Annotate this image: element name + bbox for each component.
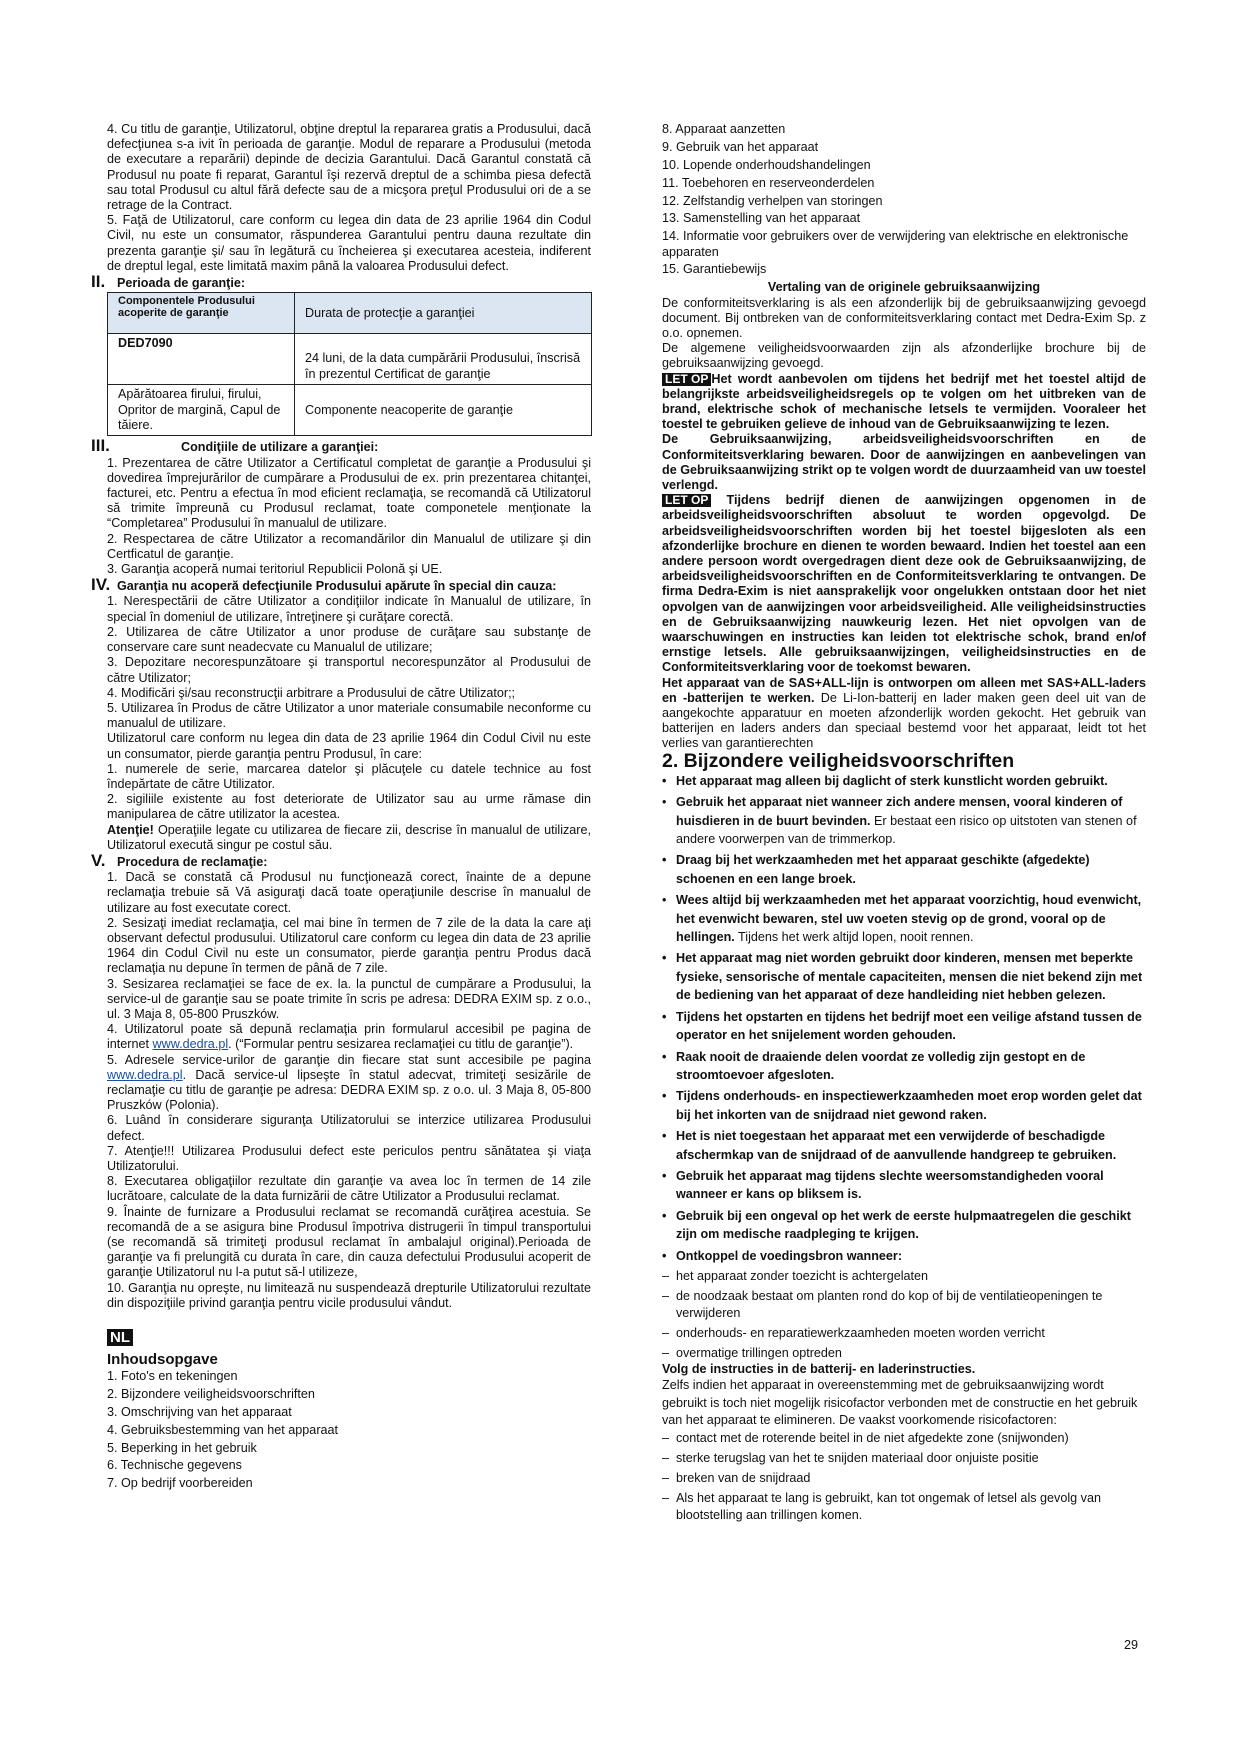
list-item: – breken van de snijdraad bbox=[662, 1470, 1146, 1487]
para-5-text-b: . Dacă service-ul lipseşte în statul adecvat, trimiteţi sesizările de reclamaţie cu titlu de garanţie pe adresa: DEDRA EXIM sp. z o.o. ul. 3 Maja 8, 05-800 Pruszków (Polonia). bbox=[107, 1067, 591, 1113]
section-iv-number: IV. bbox=[91, 575, 111, 595]
list-item: 10. Lopende onderhoudshandelingen bbox=[662, 157, 871, 172]
list-item: 14. Informatie voor gebruikers over de verwijdering van elektrische en elektronische apparaten bbox=[662, 229, 1129, 259]
right-column bbox=[662, 122, 1146, 1527]
list-item: • Het apparaat mag alleen bij daglicht of sterk kunstlicht worden gebruikt. bbox=[662, 772, 1146, 790]
section-v-para-8: 8. Executarea obligaţiilor rezultate din garanţie va avea loc în termen de 14 zile lucrătoare, calculate de la data furnizării de către Utilizator a Produsului reclamat. bbox=[107, 1174, 591, 1204]
section-v-para-1: 1. Dacă se constată că Produsul nu funcţionează corect, înainte de a depune reclamaţia trebuie să Vă asiguraţi dacă toate operaţiunile descrise în manualul de utilizare au fost executate corect. bbox=[107, 870, 591, 915]
risk-intro: Zelfs indien het apparaat in overeenstemming met de gebruiksaanwijzing wordt gebruikt is toch niet mogelijk risicofactor verbonden met de constructie en het gebruik van het apparaat te elimineren. De vaakst voorkomende risicofactoren: bbox=[662, 1378, 1138, 1428]
dedra-link[interactable]: www.dedra.pl bbox=[107, 1067, 183, 1082]
toc-list-left bbox=[107, 1369, 591, 1491]
bullet-bold-text: Wees altijd bij werkzaamheden met het apparaat voorzichtig, houd evenwicht, het evenwicht bewaren, stel uw voeten stevig op de grond, vooral op de hellingen. bbox=[676, 893, 1142, 945]
list-item: • Draag bij het werkzaamheden met het apparaat geschikte (afgedekte) schoenen en een lange broek. bbox=[662, 851, 1146, 888]
list-item: 13. Samenstelling van het apparaat bbox=[662, 211, 861, 226]
toc-title: Inhoudsopgave bbox=[107, 1351, 218, 1369]
list-item: 15. Garantiebewijs bbox=[662, 262, 767, 277]
list-item: – overmatige trillingen optreden bbox=[662, 1345, 1146, 1362]
section-ii-heading bbox=[91, 272, 591, 292]
section-iv-para-7: 1. numerele de serie, marcarea datelor şi plăcuţele cu datele technice au fost îndepărtate de către Utilizator. bbox=[107, 761, 591, 791]
table-cell-parts: Apărătoarea firului, firului, Opritor de margină, Capul de tăiere. bbox=[108, 385, 295, 436]
section-v-para-2: 2. Sesizaţi imediat reclamaţia, cel mai bine în termen de 7 zile de la data la care aţi observant defectul produsului. Utilizatorul care conform cu legea din data de 23 aprilie 1964 din Codul Civil nu este un consumator, pierde garanţia pentru Produs dacă reclamaţia nu depune în termen de până de 7 zile. bbox=[107, 915, 591, 976]
section-ii-title: Perioada de garanţie: bbox=[117, 276, 246, 291]
sas-text: De Li-Ion-batterij en lader maken geen deel uit van de aangekochte apparatuur en moeten afzonderlijk worden gekocht. Het gebruik van batterijen en laders anders dan speciaal bestemd voor het apparaat, leidt tot het verlies van garantierechten bbox=[662, 690, 1147, 751]
warranty-para-4: 4. Cu titlu de garanţie, Utilizatorul, obţine dreptul la repararea gratis a Produsului, dacă defecţiunea s-a ivit în perioada de garanţie. Modul de reparare a Produsului (metoda de executare a reparării) depinde de decizia Garantului. Dacă Garantul constată că Produsul nu poate fi reparat, Garantul îşi rezervă dreptul de a schimba piesa defectă sau total Produsul cu altul fără defecte sau de a micşora preţul Produsului ori de a se retrage de la Contract. bbox=[107, 122, 591, 213]
list-item: 12. Zelfstandig verhelpen van storingen bbox=[662, 193, 883, 208]
section-iii-title: Condiţiile de utilizare a garanţiei: bbox=[181, 440, 379, 455]
list-item: 5. Beperking in het gebruik bbox=[107, 1440, 257, 1455]
section-iv-para-5: 5. Utilizarea în Produs de către Utilizator a unor materiale consumabile neconforme cu manualul de utilizare. bbox=[107, 700, 591, 731]
section-iv-para-6: Utilizatorul care conform nu legea din data de 23 aprilie 1964 din Codul Civil nu este un consumator, pierde garanţia pentru Produsul, în care: bbox=[107, 731, 591, 761]
list-item: 6. Technische gegevens bbox=[107, 1458, 242, 1473]
list-item: 3. Omschrijving van het apparaat bbox=[107, 1405, 292, 1420]
sas-para bbox=[662, 676, 1146, 752]
let-op-badge: LET OP bbox=[662, 373, 711, 386]
page-number: 29 bbox=[1124, 1638, 1139, 1652]
list-item bbox=[662, 891, 1146, 946]
bullet-bold-text: Gebruik het apparaat niet wanneer zich andere mensen, vooral kinderen of huisdieren in de buurt bevinden. bbox=[676, 795, 1123, 828]
warning-text-2: Tijdens bedrijf dienen de aanwijzingen opgenomen in de arbeidsveiligheidsvoorschriften absoluut te worden opgevolgd. De arbeidsveiligheidsvoorschriften worden bij het toestel bijgesloten als een afzonderlijke brochure en dienen te worden bewaard. Indien het toestel aan een andere persoon wordt overgedragen dient deze ook de Gebruiksaanwijzing, de arbeidsveiligheidsvoorschriften en de Conformiteitsverklaring te ontvangen. De firma Dedra-Exim is niet aansprakelijk voor ongelukken ontstaan door het niet opvolgen van de aanwijzingen voor arbeidsveiligheid. Alle veiligheidsinstructies en de Gebruiksaanwijzing nauwkeurig lezen. Het niet opvolgen van de waarschuwingen en instructies kan leiden tot elektrische schok, brand en/of ernstige letsels. Alle gebruiksaanwijzingen, veiligheidsinstructies en de Conformiteitsverklaring voor de toekomst bewaren. bbox=[662, 493, 1146, 675]
section-v-para-9: 9. Înainte de furnizare a Produsului reclamat se recomandă curăţirea acestuia. Se recomandă de a se asigura bine Produsul împotriva distrugerii în timpul transportului (se recomandă să trimiteţi produsul reclamat în ambalajul original).Perioada de garanţie va fi prelungită cu durata în care, din cauza defectului Produsului acoperit de garanţie Utilizatorul nu l-a putut să-l utilizeze, bbox=[107, 1204, 591, 1280]
toc-list-right bbox=[662, 122, 1146, 278]
list-item: – het apparaat zonder toezicht is achtergelaten bbox=[662, 1268, 1146, 1285]
section-iv-para-8: 2. sigiliile existente au fost deteriorate de Utilizator sau au urme rămase din manipularea de către utilizator la acestea. bbox=[107, 792, 591, 822]
list-item: 8. Apparaat aanzetten bbox=[662, 122, 786, 136]
list-item: • Ontkoppel de voedingsbron wanneer: bbox=[662, 1247, 1146, 1265]
warning-text-1: Het wordt aanbevolen om tijdens het bedrijf met het toestel altijd de belangrijkste arbeidsveiligheidsregels op te volgen om het uitbreken van de brand, elektrische schok of mechanische letsels te vermijden. Vooraleer het toestel te gebruiken gelieve de inhoud van de Gebruiksaanwijzing te lezen. bbox=[662, 371, 1146, 432]
translation-title: Vertaling van de originele gebruiksaanwijzing bbox=[767, 280, 1041, 295]
table-row bbox=[108, 385, 592, 436]
section-iv-attention bbox=[107, 823, 591, 853]
left-column bbox=[91, 122, 591, 1494]
section-iii-number: III. bbox=[91, 436, 110, 456]
table-row bbox=[108, 334, 592, 385]
section-iii-para-1: 1. Prezentarea de către Utilizator a Certificatul completat de garanţie a Produsului şi dovedirea împrejurărilor de cumpărare a Produsului de ex. prin prezentarea chitanţei, facturei, etc. Pentru a efectua în mod eficient reclamaţia, se recomandă că Utilizatorul să trimite împreună cu Produsul reclamat, toate componetele menţionate la “Completarea” Produsului în manualul de utilizare. bbox=[107, 455, 591, 531]
section-iv-heading bbox=[91, 575, 591, 595]
list-item: 7. Op bedrijf voorbereiden bbox=[107, 1476, 253, 1491]
list-item: 1. Foto's en tekeningen bbox=[107, 1369, 238, 1384]
section-iv-para-2: 2. Utilizarea de către Utilizator a unor produse de curăţare sau substanţe de conservare care sunt neadecvate cu Manualul de utilizare; bbox=[107, 624, 591, 655]
list-item: • Het apparaat mag niet worden gebruikt door kinderen, mensen met beperkte fysieke, sensorische of mentale capaciteiten, mensen die niet bekend zijn met de bediening van het apparaat of deze handleiding niet hebben gelezen. bbox=[662, 949, 1146, 1004]
list-item: 2. Bijzondere veiligheidsvoorschriften bbox=[107, 1387, 315, 1402]
attention-label: Atenţie! bbox=[107, 822, 154, 837]
section-iv-para-3: 3. Depozitare necorespunzătoare şi transportul necorespunzător al Produsului de către Utilizator; bbox=[107, 655, 591, 685]
para-5-text-a: 5. Adresele service-urilor de garanţie din fiecare stat sunt accesibile pe pagina bbox=[107, 1052, 591, 1067]
list-item: – de noodzaak bestaat om planten rond do kop of bij de ventilatieopeningen te verwijderen bbox=[662, 1288, 1146, 1322]
section-v-number: V. bbox=[91, 850, 106, 870]
section-v-heading bbox=[91, 850, 591, 870]
list-item: – Als het apparaat te lang is gebruikt, kan tot ongemak of letsel als gevolg van blootstelling aan trillingen komen. bbox=[662, 1490, 1146, 1524]
list-item: • Gebruik het apparaat mag tijdens slechte weersomstandigheden vooral wanneer er kans op bliksem is. bbox=[662, 1167, 1146, 1204]
list-item: 9. Gebruik van het apparaat bbox=[662, 139, 819, 154]
warning-para-2 bbox=[662, 493, 1146, 675]
attention-text: Operaţiile legate cu utilizarea de fiecare zii, descrise în manualul de utilizare, Utilizatorul execută singur pe costul său. bbox=[107, 822, 591, 852]
battery-instructions: Volg de instructies in de batterij- en laderinstructies. bbox=[662, 1361, 976, 1376]
section-v-para-3: 3. Sesizarea reclamaţiei se face de ex. la. la punctul de cumpărare a Produsului, la service-ul de garanţie sau se poate trimite în scris pe adresa: DEDRA EXIM sp. z o.o., ul. 3 Maja 8, 05-800 Pruszków. bbox=[107, 976, 591, 1021]
section-v-para-4 bbox=[107, 1022, 591, 1052]
warranty-table-header bbox=[108, 293, 592, 334]
list-item: • Het is niet toegestaan het apparaat met een verwijderde of beschadigde afschermkap van de snijdraad of de aanvullende handgreep te gebruiken. bbox=[662, 1127, 1146, 1164]
list-item: 11. Toebehoren en reserveonderdelen bbox=[662, 175, 875, 190]
list-item: – contact met de roterende beitel in de niet afgedekte zone (snijwonden) bbox=[662, 1430, 1146, 1447]
section-iii-para-2: 2. Respectarea de către Utilizator a recomandărilor din Manualul de utilizare şi din Certficatul de garanţie. bbox=[107, 531, 591, 561]
para-4-text-b: . (“Formular pentru sesizarea reclamaţiei cu titlu de garanţie”). bbox=[228, 1037, 574, 1052]
section-2-heading: 2. Bijzondere veiligheidsvoorschriften bbox=[662, 749, 1015, 772]
list-item: • Tijdens het opstarten en tijdens het bedrijf moet een veilige afstand tussen de operator en het snijelement worden gehouden. bbox=[662, 1008, 1146, 1045]
section-v-para-5 bbox=[107, 1053, 591, 1114]
table-header-duration: Durata de protecţie a garanţiei bbox=[295, 293, 592, 334]
list-item bbox=[662, 793, 1146, 848]
conformity-para-1: De conformiteitsverklaring is als een afzonderlijk bij de gebruiksaanwijzing gevoegd document. Bij ontbreken van de conformiteitsverklaring contact met Dedra-Exim Sp. z o.o. opnemen. bbox=[662, 295, 1146, 340]
let-op-badge: LET OP bbox=[662, 494, 711, 507]
section-iv-title: Garanţia nu acoperă defecţiunile Produsului apărute în special din cauza: bbox=[117, 579, 557, 594]
section-ii-number: II. bbox=[91, 272, 106, 292]
section-iv-para-4: 4. Modificări şi/sau reconstrucţii arbitrare a Produsului de către Utilizator;; bbox=[107, 685, 516, 700]
section-v-para-10: 10. Garanţia nu opreşte, nu limitează nu suspendează drepturile Utilizatorului rezultate din dispoziţiile privind garanţia pentru vicile produsului vândut. bbox=[107, 1280, 591, 1310]
section-iii-heading bbox=[91, 436, 591, 456]
section-iv-para-1: 1. Nerespectării de către Utilizator a condiţiilor indicate în Manualul de utilizare, în special în domeniul de utilizare, întreţinere şi curăţare corectă. bbox=[107, 594, 591, 624]
bullet-text: Tijdens het werk altijd lopen, nooit rennen. bbox=[734, 930, 974, 945]
list-item: – onderhouds- en reparatiewerkzaamheden moeten worden verricht bbox=[662, 1325, 1146, 1342]
table-cell-model: DED7090 bbox=[108, 334, 295, 385]
section-iii-para-3: 3. Garanţia acoperă numai teritoriul Republicii Polonă şi UE. bbox=[107, 562, 443, 577]
table-cell-period: 24 luni, de la data cumpărării Produsului, înscrisă în prezentul Certificat de garanţie bbox=[295, 334, 592, 385]
list-item: • Gebruik bij een ongeval op het werk de eerste hulpmaatregelen die geschikt zijn om medische raadpleging te krijgen. bbox=[662, 1207, 1146, 1244]
bullet-text: Er bestaat een risico op uitstoten van stenen of andere voorwerpen van de trimmerkop. bbox=[676, 813, 1137, 847]
table-cell-not-covered: Componente neacoperite de garanţie bbox=[295, 385, 592, 436]
list-item: • Tijdens onderhouds- en inspectiewerkzaamheden moet erop worden gelet dat bij het inkorten van de snijdraad niet gewond raken. bbox=[662, 1087, 1146, 1124]
list-item: – sterke terugslag van het te snijden materiaal door onjuiste positie bbox=[662, 1450, 1146, 1467]
section-v-para-6: 6. Luând în considerare siguranţa Utilizatorului se interzice utilizarea Produsului defect. bbox=[107, 1113, 591, 1143]
table-header-components: Componentele Produsului acoperite de garanţie bbox=[108, 293, 295, 334]
manual-keep-para: De Gebruiksaanwijzing, arbeidsveiligheidsvoorschriften en de Conformiteitsverklaring bewaren. Door de aanwijzingen en aanbevelingen van de Gebruiksaanwijzing strikt op te volgen wordt de duurzaamheid van uw toestel verlengd. bbox=[662, 432, 1146, 492]
dedra-link[interactable]: www.dedra.pl bbox=[152, 1037, 229, 1052]
section-v-para-7: 7. Atenţie!!! Utilizarea Produsului defect este periculos pentru sănătatea şi viaţa Utilizatorului. bbox=[107, 1143, 591, 1173]
list-item: • Raak nooit de draaiende delen voordat ze volledig zijn gestopt en de stroomtoevoer afgesloten. bbox=[662, 1048, 1146, 1085]
section-v-title: Procedura de reclamaţie: bbox=[117, 854, 268, 869]
nl-language-badge: NL bbox=[107, 1329, 133, 1346]
conformity-para-2: De algemene veiligheidsvoorwaarden zijn als afzonderlijke brochure bij de gebruiksaanwijzing gevoegd. bbox=[662, 341, 1146, 371]
warning-para-1 bbox=[662, 372, 1146, 433]
warranty-table bbox=[107, 292, 592, 436]
sas-bold-text: Het apparaat van de SAS+ALL-lijn is ontworpen om alleen met SAS+ALL-laders en -batterijen te werken. bbox=[662, 675, 1146, 705]
para-4-text-a: 4. Utilizatorul poate să depună reclamaţia prin formularul accesibil pe pagina de internet bbox=[107, 1022, 591, 1052]
list-item: 4. Gebruiksbestemming van het apparaat bbox=[107, 1422, 339, 1437]
warranty-para-5: 5. Faţă de Utilizatorul, care conform cu legea din data de 23 aprilie 1964 din Codul Civil, nu este un consumator, răspunderea Garantului pentru dauna rezultate din prezenta garanţie şi/ sau în legătură cu încheierea şi executarea acesteia, indiferent de dreptul legal, este limitată maxim până la valoarea Produsului defect. bbox=[107, 213, 591, 273]
